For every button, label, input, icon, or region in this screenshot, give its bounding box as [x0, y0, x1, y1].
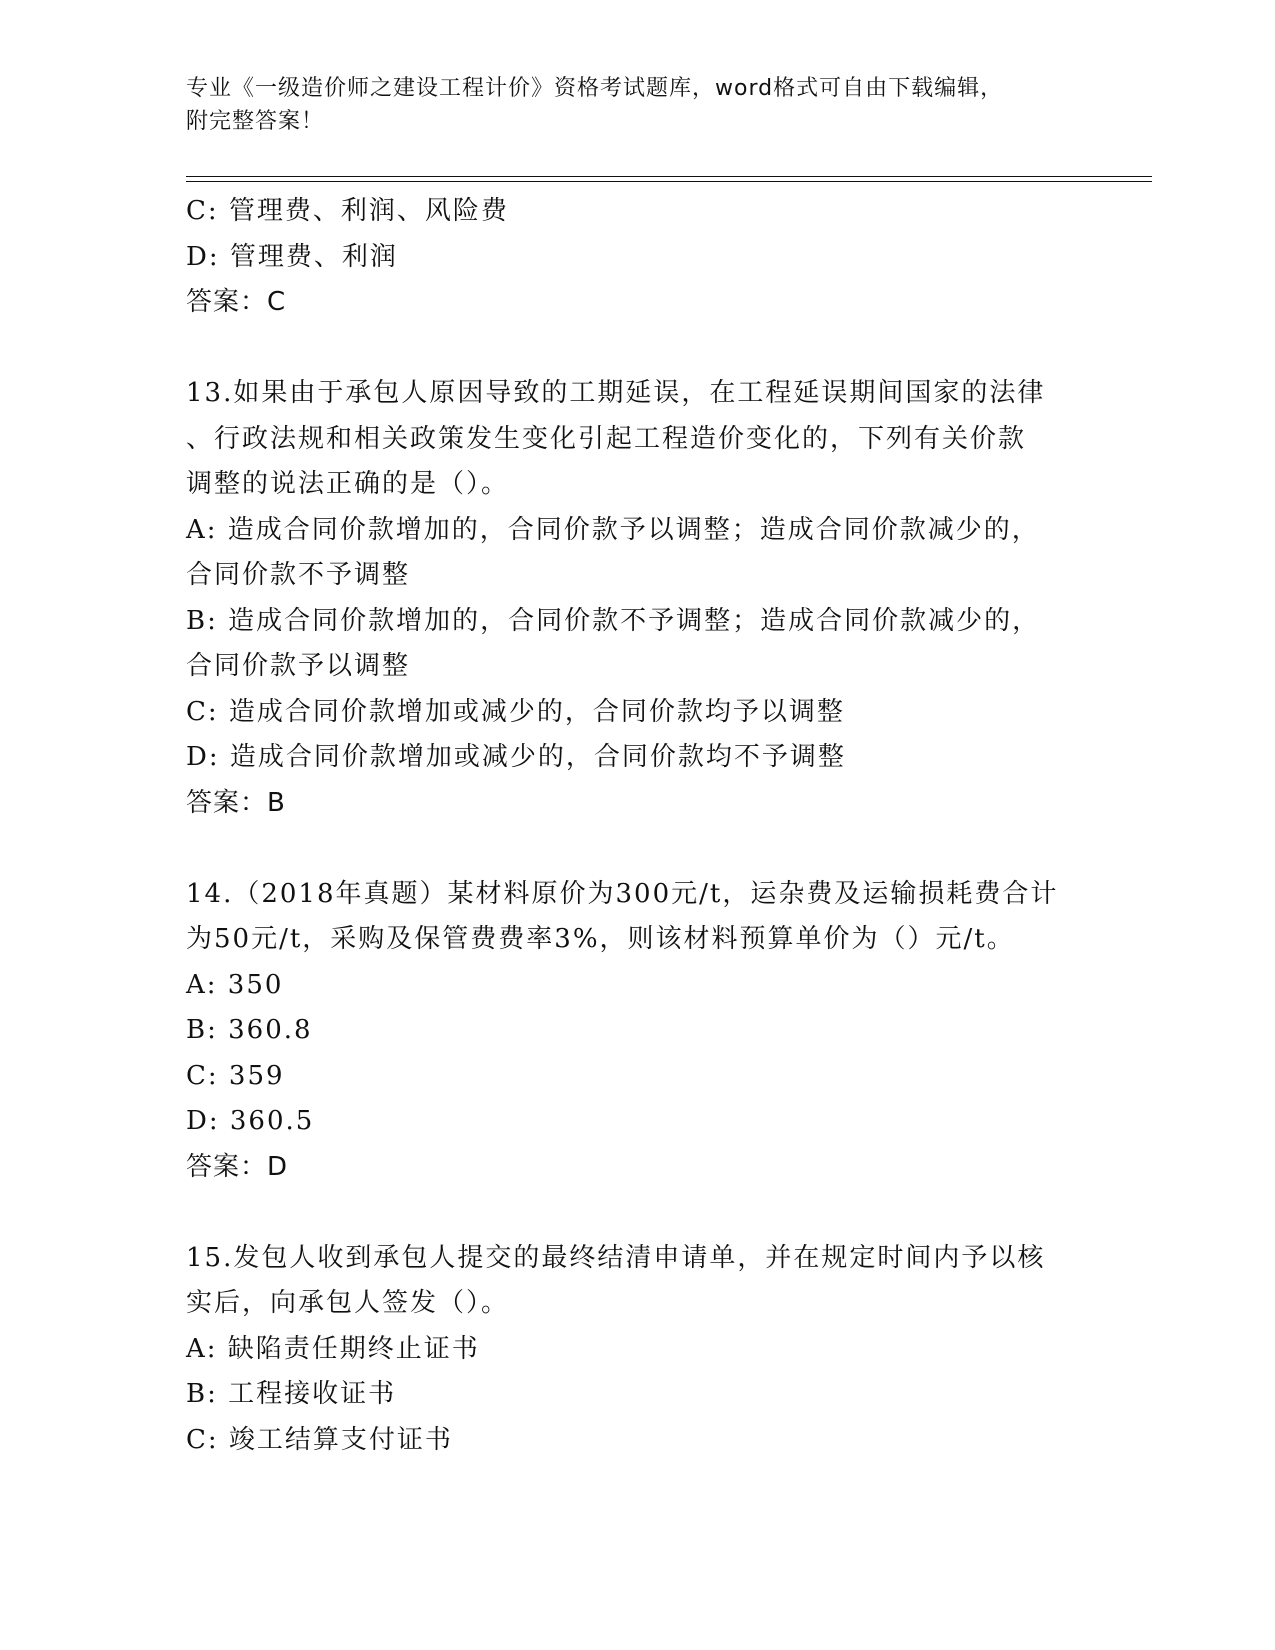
q12-answer: 答案：C [186, 287, 287, 317]
header-line-2: 附完整答案！ [186, 109, 325, 134]
q14-stem-line-2: 为50元/t，采购及保管费费率3%，则该材料预算单价为（）元/t。 [186, 924, 1015, 954]
header-divider-top [186, 176, 1152, 177]
q14-answer: 答案：D [186, 1151, 289, 1182]
question-13 [186, 371, 1086, 826]
q13-option-c: C: 造成合同价款增加或减少的，合同价款均予以调整 [186, 696, 845, 727]
q13-option-b-line-1: B: 造成合同价款增加的，合同价款不予调整；造成合同价款减少的， [186, 605, 1041, 636]
q14-option-a: A: 350 [186, 969, 284, 1000]
q12-option-c: C: 管理费、利润、风险费 [186, 196, 509, 226]
q13-option-b-line-2: 合同价款予以调整 [186, 651, 411, 681]
q13-stem-line-2: 、行政法规和相关政策发生变化引起工程造价变化的，下列有关价款 [186, 423, 1027, 454]
q15-option-c: C: 竣工结算支付证书 [186, 1424, 453, 1455]
q12-option-d: D: 管理费、利润 [186, 241, 398, 272]
q13-stem-line-3: 调整的说法正确的是（）。 [186, 469, 510, 499]
q13-stem-line-1: 13.如果由于承包人原因导致的工期延误，在工程延误期间国家的法律 [186, 378, 1046, 408]
document-header [186, 72, 1086, 138]
q14-option-b: B: 360.8 [186, 1015, 313, 1045]
q15-stem-line-1: 15.发包人收到承包人提交的最终结清申请单，并在规定时间内予以核 [186, 1242, 1046, 1273]
q13-option-a-line-1: A: 造成合同价款增加的，合同价款予以调整；造成合同价款减少的， [186, 514, 1040, 545]
question-14 [186, 872, 1086, 1191]
spacer [186, 1190, 1086, 1236]
q14-stem-line-1: 14.（2018年真题）某材料原价为300元/t，运杂费及运输损耗费合计 [186, 878, 1059, 909]
q13-option-a-line-2: 合同价款不予调整 [186, 560, 411, 590]
spacer [186, 326, 1086, 372]
q13-answer: 答案：B [186, 787, 286, 818]
header-divider-bottom [186, 181, 1152, 182]
q14-option-c: C: 359 [186, 1060, 285, 1091]
question-list [186, 189, 1086, 1463]
question-12-tail [186, 189, 1086, 326]
q15-option-b: B: 工程接收证书 [186, 1379, 397, 1409]
spacer [186, 826, 1086, 872]
question-15 [186, 1236, 1086, 1464]
header-line-1: 专业《一级造价师之建设工程计价》资格考试题库，word格式可自由下载编辑， [186, 76, 1004, 101]
q14-option-d: D: 360.5 [186, 1106, 315, 1136]
q13-option-d: D: 造成合同价款增加或减少的，合同价款均不予调整 [186, 742, 846, 772]
q15-option-a: A: 缺陷责任期终止证书 [186, 1333, 480, 1364]
q15-stem-line-2: 实后，向承包人签发（）。 [186, 1288, 510, 1318]
